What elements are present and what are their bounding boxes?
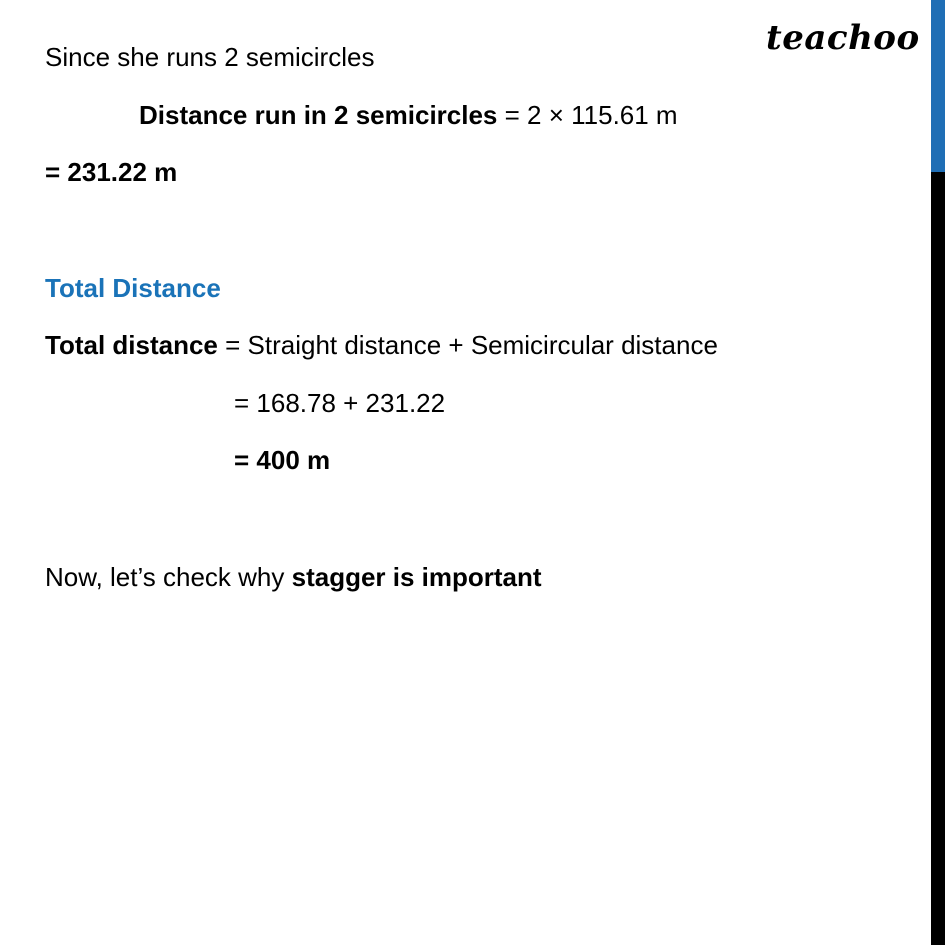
- outro-emphasis: stagger is important: [291, 562, 542, 592]
- semicircle-distance-label: Distance run in 2 semicircles: [139, 100, 498, 130]
- total-distance-label: Total distance: [45, 330, 218, 360]
- total-distance-heading: Total Distance: [45, 273, 221, 303]
- outro-line: [45, 560, 542, 594]
- intro-line: Since she runs 2 semicircles: [45, 42, 375, 72]
- semicircle-distance-result: = 231.22 m: [45, 157, 178, 187]
- sidebar-accent-bar: [931, 0, 945, 172]
- teachoo-logo: teachoo: [766, 18, 920, 58]
- total-distance-sum: = 168.78 + 231.22: [234, 388, 446, 418]
- total-distance-line: [45, 328, 718, 362]
- outro-text: Now, let’s check why: [45, 562, 292, 592]
- total-distance-result: = 400 m: [234, 445, 331, 475]
- semicircle-distance-line: [139, 98, 678, 132]
- semicircle-distance-expression: = 2 × 115.61 m: [497, 100, 678, 130]
- total-distance-expression: = Straight distance + Semicircular distance: [217, 330, 718, 360]
